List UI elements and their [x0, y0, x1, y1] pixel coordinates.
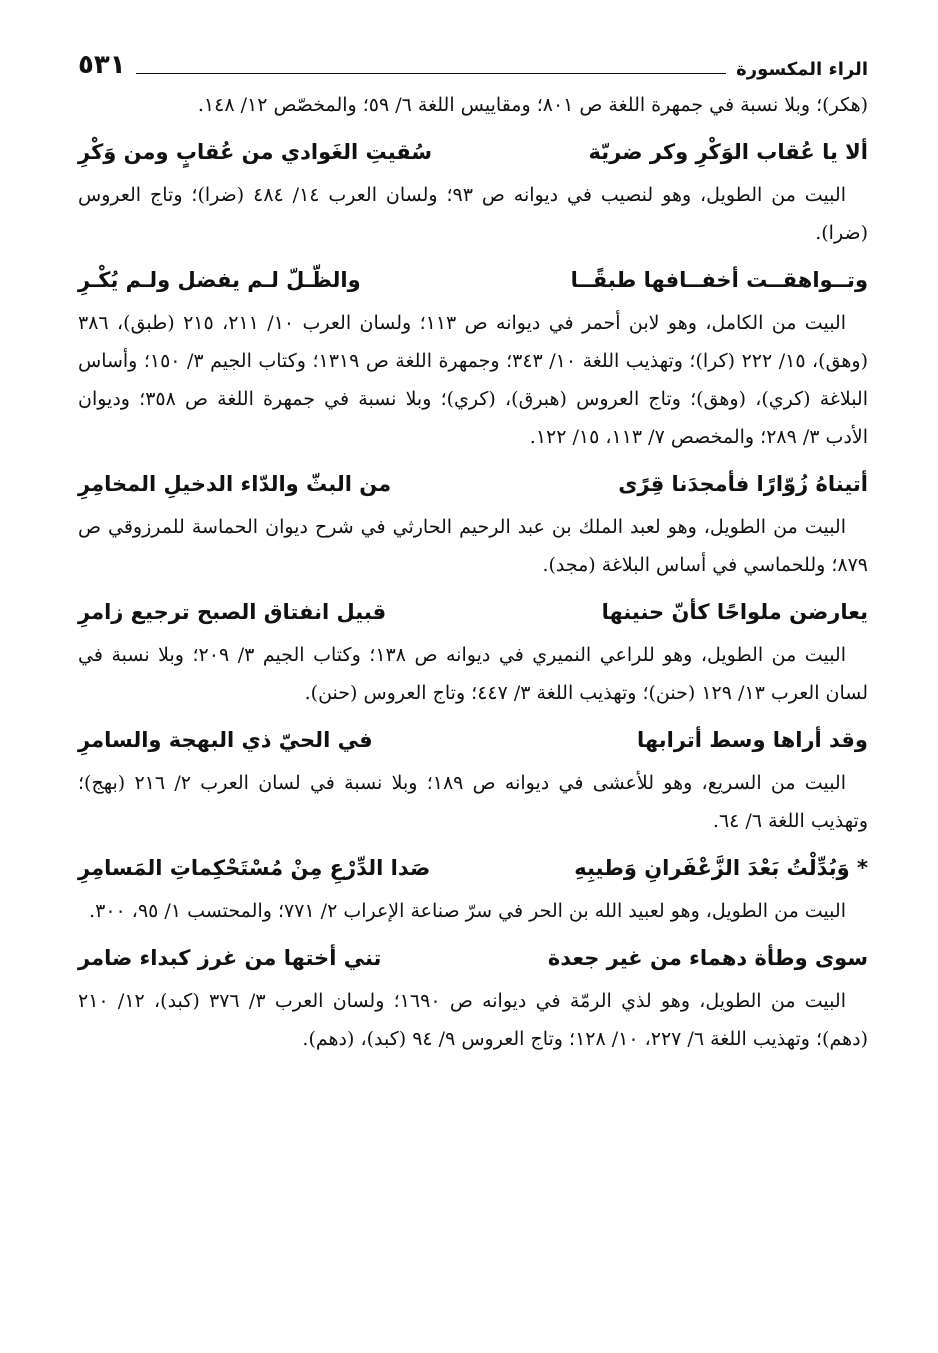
verse — [78, 256, 868, 304]
verse-first-hemistich: وتــواهقــت أخفــافها طبقًــا — [570, 268, 868, 292]
page-header — [78, 40, 868, 80]
verse-second-hemistich: من البثّ والدّاء الدخيلِ المخامِرِ — [78, 472, 392, 496]
verse-note: البيت من الطويل، وهو للراعي النميري في ديوانه ص ١٣٨؛ وكتاب الجيم ٣/ ٢٠٩؛ وبلا نسبة في لسان العرب ١٣/ ١٢٩ (حنن)؛ وتهذيب اللغة ٣/ ٤٤٧؛ وتاج العروس (حنن). — [78, 644, 868, 704]
verse-first-hemistich: سوى وطأة دهماء من غير جعدة — [547, 946, 868, 970]
verse — [78, 128, 868, 176]
verse — [78, 844, 868, 892]
verse-second-hemistich: سُقيتِ الغَوادي من عُقابٍ ومن وَكْرِ — [78, 140, 433, 164]
verse-first-hemistich: * وَبُدِّلْتُ بَعْدَ الزَّعْفَرانِ وَطيبِهِ — [574, 856, 868, 880]
intro-note: (هكر)؛ وبلا نسبة في جمهرة اللغة ص ٨٠١؛ ومقاييس اللغة ٦/ ٥٩؛ والمخصّص ١٢/ ١٤٨. — [197, 94, 868, 116]
header-rule — [136, 73, 727, 74]
entry — [78, 588, 868, 712]
page-number: ٥٣١ — [78, 50, 126, 80]
verse-note: البيت من الطويل، وهو لذي الرمّة في ديوانه ص ١٦٩٠؛ ولسان العرب ٣/ ٣٧٦ (كبد)، ١٢/ ٢١٠ (دهم)؛ وتهذيب اللغة ٦/ ٢٢٧، ١٠/ ١٢٨؛ وتاج العروس ٩/ ٩٤ (كبد)، (دهم). — [78, 990, 868, 1050]
entry — [78, 844, 868, 930]
entry — [78, 128, 868, 252]
entry — [78, 460, 868, 584]
verse — [78, 460, 868, 508]
verse-note: البيت من الطويل، وهو لعبد الملك بن عبد الرحيم الحارثي في شرح ديوان الحماسة للمرزوقي ص ٨٧٩؛ وللحماسي في أساس البلاغة (مجد). — [78, 516, 868, 576]
verse-first-hemistich: يعارضن ملواحًا كأنّ حنينها — [601, 600, 868, 624]
verse-note: البيت من الكامل، وهو لابن أحمر في ديوانه ص ١١٣؛ ولسان العرب ١٠/ ٢١١، ٢١٥ (طبق)، ٣٨٦ (وهق)، ١٥/ ٢٢٢ (كرا)؛ وتهذيب اللغة ١٠/ ٣٤٣؛ وجمهرة اللغة ص ١٣١٩؛ وكتاب الجيم ٣/ ١٥٠؛ وأساس البلاغة (كري)، (وهق)؛ وتاج العروس (هبرق)، (كري)؛ وبلا نسبة في جمهرة اللغة ص ٣٥٨؛ وديوان الأدب ٣/ ٢٨٩؛ والمخصص ٧/ ١١٣، ١٥/ ١٢٢. — [78, 312, 869, 448]
page — [78, 40, 868, 1058]
entry — [78, 934, 868, 1058]
verse-second-hemistich: في الحيّ ذي البهجة والسامرِ — [78, 728, 373, 752]
verse-second-hemistich: قبيل انفتاق الصبح ترجيع زامرِ — [78, 600, 387, 624]
verse — [78, 934, 868, 982]
entry — [78, 716, 868, 840]
verse-first-hemistich: أتيناهُ زُوّارًا فأمجدَنا قِرًى — [618, 472, 868, 496]
verse — [78, 588, 868, 636]
verse-note: البيت من الطويل، وهو لعبيد الله بن الحر في سرّ صناعة الإعراب ٢/ ٧٧١؛ والمحتسب ١/ ٩٥، ٣٠٠. — [89, 900, 846, 922]
verse-second-hemistich: والظّـلّ لـم يفضل ولـم يُكْـرِ — [78, 268, 361, 292]
running-title: الراء المكسورة — [736, 59, 868, 80]
verse — [78, 716, 868, 764]
verse-first-hemistich: ألا يا عُقاب الوَكْرِ وكر ضريّة — [588, 140, 868, 164]
verse-second-hemistich: تني أختها من غرز كبداء ضامر — [78, 946, 382, 970]
verse-first-hemistich: وقد أراها وسط أترابها — [637, 728, 868, 752]
verse-second-hemistich: صَدا الدِّرْعِ مِنْ مُسْتَحْكِماتِ المَسامِرِ — [78, 856, 431, 880]
verse-note: البيت من السريع، وهو للأعشى في ديوانه ص ١٨٩؛ وبلا نسبة في لسان العرب ٢/ ٢١٦ (بهج)؛ وتهذيب اللغة ٦/ ٦٤. — [78, 772, 868, 832]
entry — [78, 256, 868, 456]
verse-note: البيت من الطويل، وهو لنصيب في ديوانه ص ٩٣؛ ولسان العرب ١٤/ ٤٨٤ (ضرا)؛ وتاج العروس (ضرا). — [78, 184, 868, 244]
